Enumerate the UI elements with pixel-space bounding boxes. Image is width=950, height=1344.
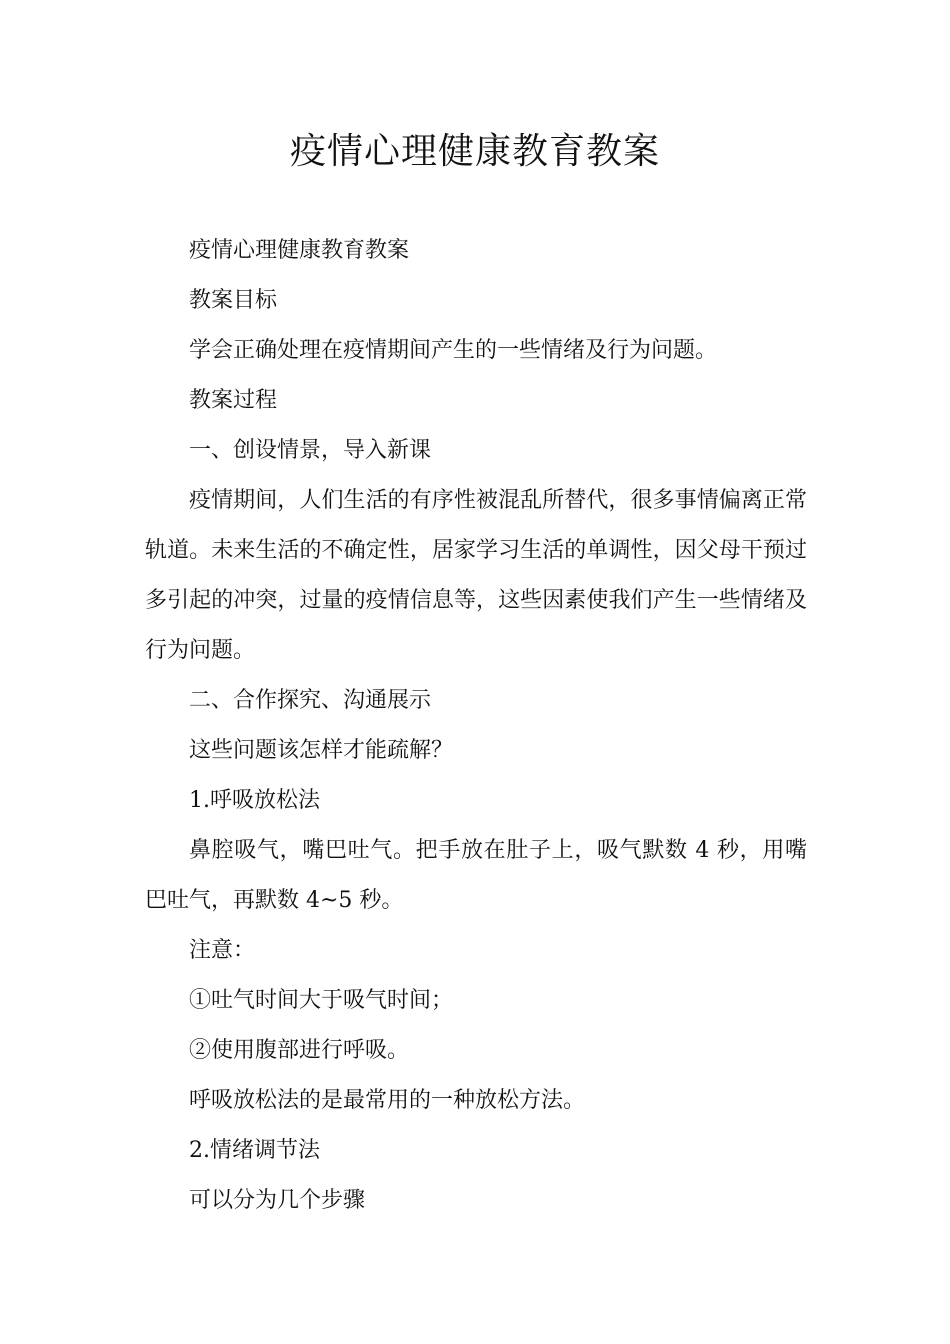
paragraph-objective: 学会正确处理在疫情期间产生的一些情绪及行为问题。 bbox=[189, 338, 718, 363]
paragraph-process-heading: 教案过程 bbox=[189, 388, 278, 413]
section-heading-2: 二、合作探究、沟通展示 bbox=[189, 688, 432, 713]
note-item-2: ②使用腹部进行呼吸。 bbox=[189, 1038, 410, 1063]
paragraph-question: 这些问题该怎样才能疏解？ bbox=[189, 738, 454, 763]
paragraph-breathing-summary: 呼吸放松法的是最常用的一种放松方法。 bbox=[189, 1088, 586, 1113]
method-heading-2: 2.情绪调节法 bbox=[189, 1138, 320, 1163]
document-body bbox=[145, 226, 807, 1226]
paragraph-objective-heading: 教案目标 bbox=[189, 288, 278, 313]
paragraph-breathing: 鼻腔吸气，嘴巴吐气。把手放在肚子上，吸气默数 4 秒，用嘴巴吐气，再默数 4~5 秒。 bbox=[145, 838, 807, 913]
note-item-1: ①吐气时间大于吸气时间； bbox=[189, 988, 454, 1013]
document-title: 疫情心理健康教育教案 bbox=[289, 131, 660, 172]
paragraph-intro: 疫情期间，人们生活的有序性被混乱所替代，很多事情偏离正常轨道。未来生活的不确定性，居家学习生活的单调性，因父母干预过多引起的冲突，过量的疫情信息等，这些因素使我们产生一些情绪及行为问题。 bbox=[145, 488, 807, 663]
paragraph-steps: 可以分为几个步骤 bbox=[189, 1188, 366, 1213]
paragraph-note-heading: 注意： bbox=[189, 938, 256, 963]
section-heading-1: 一、创设情景，导入新课 bbox=[189, 438, 432, 463]
paragraph-subtitle: 疫情心理健康教育教案 bbox=[189, 238, 410, 263]
method-heading-1: 1.呼吸放松法 bbox=[189, 788, 320, 813]
